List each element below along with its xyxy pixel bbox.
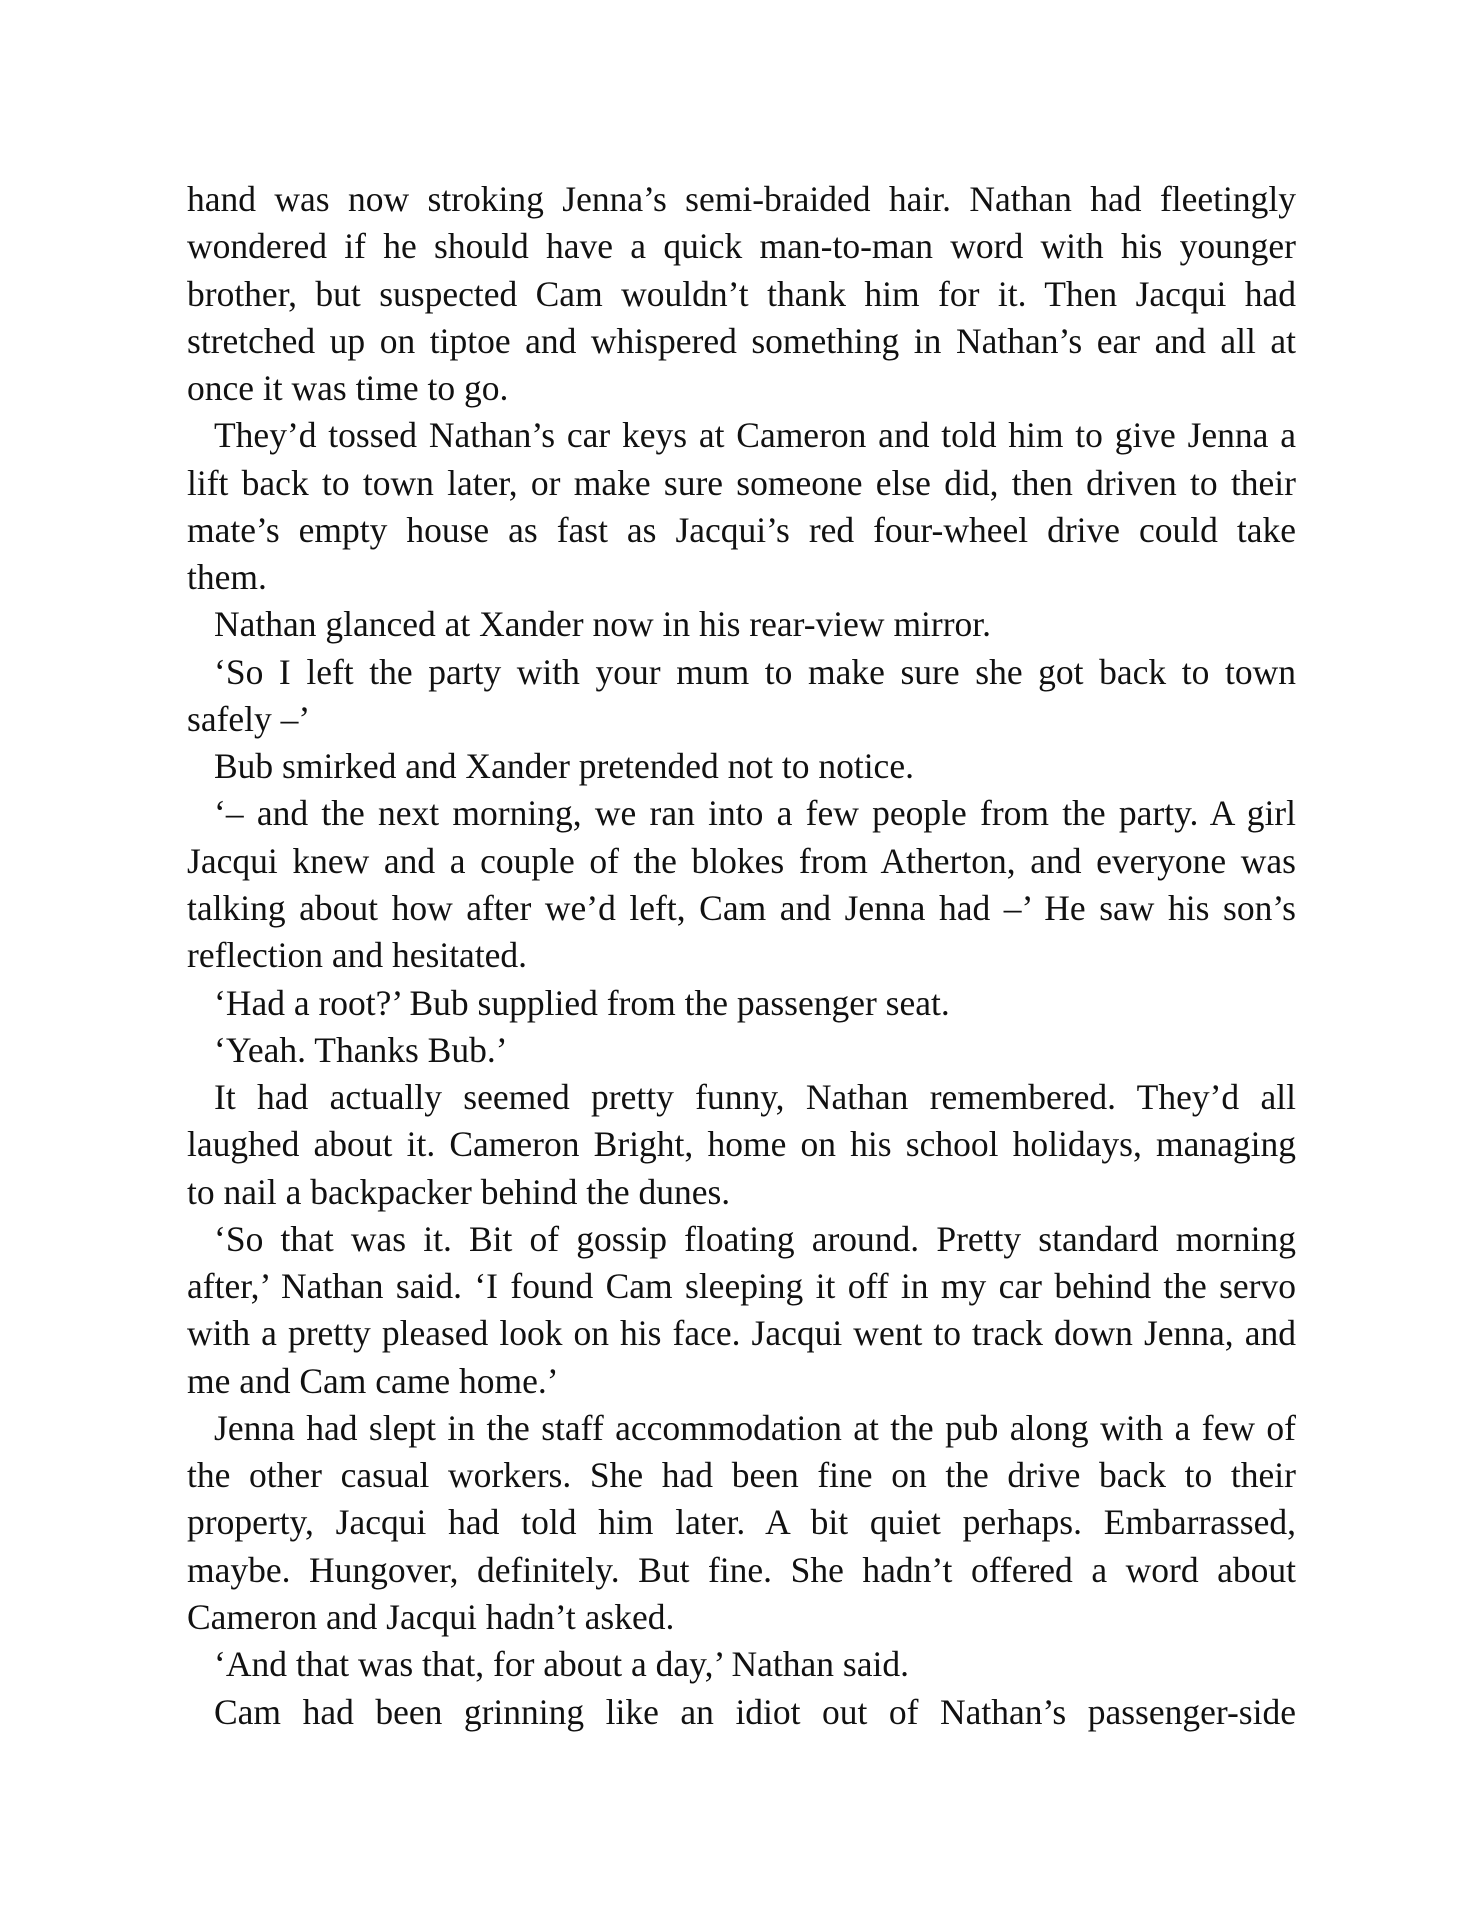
text-line: to nail a backpacker behind the dunes.	[187, 1171, 731, 1212]
text-line: the other casual workers. She had been fine on the drive back to their	[187, 1455, 1296, 1496]
text-line: them.	[187, 557, 267, 598]
text-line: Cam had been grinning like an idiot out of Nathan’s passenger-side	[214, 1691, 1296, 1732]
text-line: lift back to town later, or make sure someone else did, then driven to their	[187, 462, 1296, 503]
book-page	[187, 176, 1296, 1736]
text-line: wondered if he should have a quick man-to-man word with his younger	[187, 226, 1296, 267]
text-line: It had actually seemed pretty funny, Nathan remembered. They’d all	[214, 1077, 1296, 1118]
paragraph	[187, 412, 1296, 601]
paragraph	[187, 1641, 1296, 1688]
text-line: ‘– and the next morning, we ran into a few people from the party. A girl	[214, 793, 1296, 834]
text-line: property, Jacqui had told him later. A bit quiet perhaps. Embarrassed,	[187, 1502, 1296, 1543]
paragraph	[187, 1405, 1296, 1641]
paragraph	[187, 980, 1296, 1027]
text-line: Bub smirked and Xander pretended not to notice.	[214, 746, 914, 787]
text-line: once it was time to go.	[187, 368, 509, 409]
text-line: brother, but suspected Cam wouldn’t thank him for it. Then Jacqui had	[187, 273, 1296, 314]
paragraph	[187, 176, 1296, 412]
text-line: ‘So I left the party with your mum to make sure she got back to town	[214, 651, 1296, 692]
text-line: with a pretty pleased look on his face. Jacqui went to track down Jenna, and	[187, 1313, 1296, 1354]
text-line: laughed about it. Cameron Bright, home on his school holidays, managing	[187, 1124, 1296, 1165]
text-line: me and Cam came home.’	[187, 1360, 559, 1401]
text-line: Jacqui knew and a couple of the blokes from Atherton, and everyone was	[187, 840, 1296, 881]
paragraph	[187, 1074, 1296, 1216]
text-line: stretched up on tiptoe and whispered something in Nathan’s ear and all at	[187, 320, 1296, 361]
paragraph	[187, 649, 1296, 744]
text-line: ‘So that was it. Bit of gossip floating around. Pretty standard morning	[214, 1218, 1296, 1259]
paragraph	[187, 743, 1296, 790]
paragraph	[187, 1689, 1296, 1736]
paragraph	[187, 601, 1296, 648]
text-line: ‘And that was that, for about a day,’ Nathan said.	[214, 1644, 909, 1685]
text-line: maybe. Hungover, definitely. But fine. She hadn’t offered a word about	[187, 1549, 1296, 1590]
text-line: mate’s empty house as fast as Jacqui’s red four-wheel drive could take	[187, 509, 1296, 550]
text-line: ‘Yeah. Thanks Bub.’	[214, 1029, 508, 1070]
paragraph	[187, 1216, 1296, 1405]
text-line: safely –’	[187, 698, 311, 739]
text-line: after,’ Nathan said. ‘I found Cam sleeping it off in my car behind the servo	[187, 1266, 1296, 1307]
text-line: ‘Had a root?’ Bub supplied from the passenger seat.	[214, 982, 950, 1023]
text-line: Jenna had slept in the staff accommodation at the pub along with a few of	[214, 1407, 1296, 1448]
paragraph	[187, 1027, 1296, 1074]
text-line: talking about how after we’d left, Cam and Jenna had –’ He saw his son’s	[187, 887, 1296, 928]
text-line: Nathan glanced at Xander now in his rear-view mirror.	[214, 604, 992, 645]
paragraph	[187, 790, 1296, 979]
text-line: They’d tossed Nathan’s car keys at Cameron and told him to give Jenna a	[214, 415, 1296, 456]
text-line: hand was now stroking Jenna’s semi-braided hair. Nathan had fleetingly	[187, 179, 1296, 219]
text-line: reflection and hesitated.	[187, 935, 528, 976]
text-line: Cameron and Jacqui hadn’t asked.	[187, 1596, 675, 1637]
